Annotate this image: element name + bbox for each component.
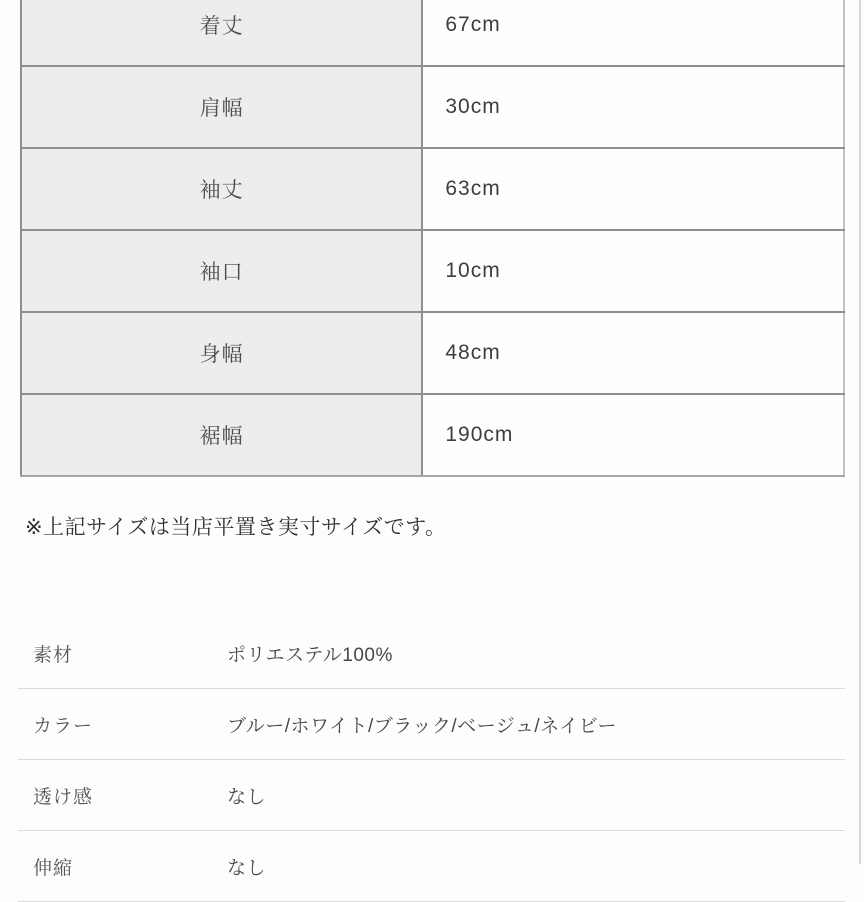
spec-value: なし <box>227 786 267 808</box>
spec-label: 素材 <box>33 644 74 666</box>
spec-label: カラー <box>33 715 94 737</box>
size-measure-value: 30cm <box>422 66 844 148</box>
size-table-row <box>21 0 844 66</box>
size-measure-label: 着丈 <box>21 0 422 66</box>
size-measure-value: 67cm <box>422 0 844 66</box>
spec-value: ポリエステル100% <box>227 644 393 666</box>
spec-row <box>18 831 845 902</box>
size-table-row <box>21 230 844 312</box>
size-measure-value: 190cm <box>422 394 844 476</box>
product-spec-list <box>18 618 845 902</box>
spec-row <box>18 689 845 760</box>
size-measure-label: 袖口 <box>21 230 422 312</box>
size-table-row <box>21 394 844 476</box>
size-measurements-table <box>20 0 845 477</box>
spec-value: なし <box>227 857 267 879</box>
size-measure-label: 肩幅 <box>21 66 422 148</box>
size-measure-value: 48cm <box>422 312 844 394</box>
spec-label: 伸縮 <box>33 857 74 879</box>
spec-row <box>18 760 845 831</box>
size-note-text: ※上記サイズは当店平置き実寸サイズです。 <box>25 516 447 539</box>
size-measure-value: 10cm <box>422 230 844 312</box>
size-table-row <box>21 66 844 148</box>
size-measure-value: 63cm <box>422 148 844 230</box>
size-measure-label: 裾幅 <box>21 394 422 476</box>
screen-right-edge-line <box>859 0 861 864</box>
spec-row <box>18 618 845 689</box>
size-table-row <box>21 148 844 230</box>
spec-value: ブルー/ホワイト/ブラック/ベージュ/ネイビー <box>227 715 618 737</box>
size-measure-label: 身幅 <box>21 312 422 394</box>
spec-label: 透け感 <box>33 786 94 808</box>
size-table-row <box>21 312 844 394</box>
size-measure-label: 袖丈 <box>21 148 422 230</box>
